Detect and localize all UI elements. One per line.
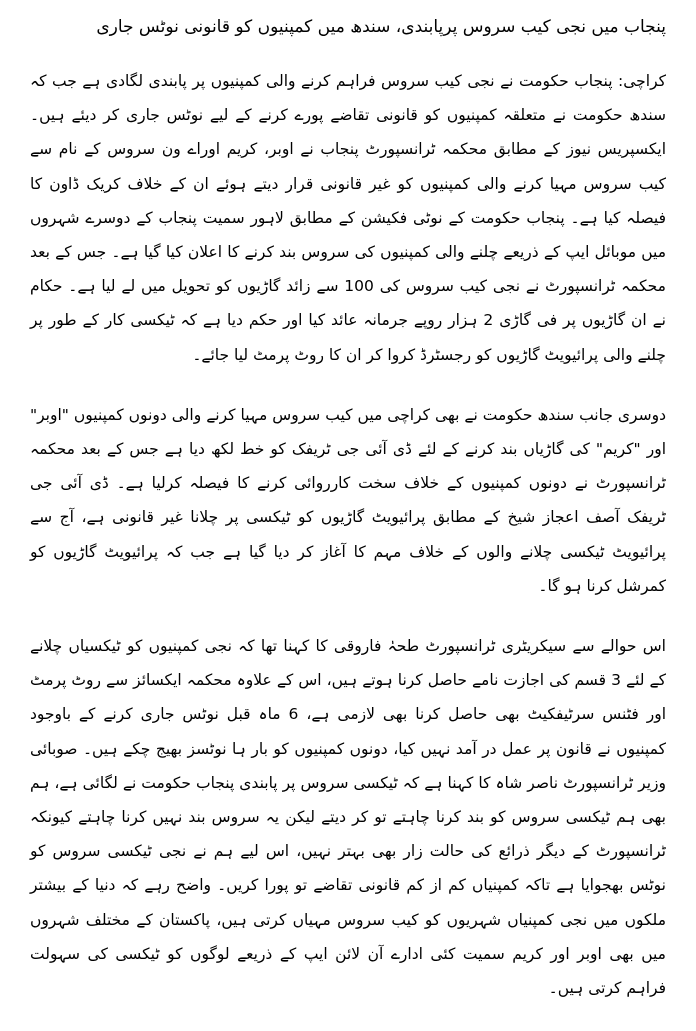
article [30, 12, 666, 1031]
article-paragraph: کراچی: پنجاب حکومت نے نجی کیب سروس فراہم کرنے والی کمپنیوں پر پابندی لگادی ہے جب کہ سندھ حکومت نے متعلقہ کمپنیوں کو قانونی تقاضے پورے کرنے کے لیے نوٹس جاری کر دیئے ہیں۔ ایکسپریس نیوز کے مطابق محکمہ ٹرانسپورٹ پنجاب نے اوبر، کریم اوراے ون سروس کے نام سے کیب سروس مہیا کرنے والی کمپنیوں کو غیر قانونی قرار دیتے ہوئے ان کے خلاف کریک ڈاون کا فیصلہ کیا ہے۔ پنجاب حکومت کے نوٹی فکیشن کے مطابق لاہور سمیت پنجاب کے دوسرے شہروں میں موبائل ایپ کے ذریعے چلنے والی کمپنیوں کی سروس بند کرنے کا اعلان کیا گیا ہے۔ جس کے بعد محکمہ ٹرانسپورٹ نے نجی کیب سروس کی 100 سے زائد گاڑیوں کو تحویل میں لے لیا ہے۔ حکام نے ان گاڑیوں پر فی گاڑی 2 ہزار روپے جرمانہ عائد کیا اور حکم دیا ہے کہ ٹیکسی کار کے طور پر چلنے والی پرائیویٹ گاڑیوں کو رجسٹرڈ کروا کر ان کا روٹ پرمٹ لیا جائے۔ [30, 72, 666, 364]
article-paragraph: اس حوالے سے سیکریٹری ٹرانسپورٹ طحہٰ فاروقی کا کہنا تھا کہ نجی کمپنیوں کو ٹیکسیاں چلانے کے لئے 3 قسم کی اجازت نامے حاصل کرنا ہوتے ہیں، اس کے علاوہ محکمہ ایکسائز سے روٹ پرمٹ اور فٹنس سرٹیفکیٹ بھی حاصل کرنا بھی لازمی ہے، 6 ماہ قبل نوٹس جاری کرنے کے باوجود کمپنیوں نے قانون پر عمل در آمد نہیں کیا، دونوں کمپنیوں کو بار ہا نوٹسز بھیج چکے ہیں۔ صوبائی وزیر ٹرانسپورٹ ناصر شاہ کا کہنا ہے کہ ٹیکسی سروس پر پابندی پنجاب حکومت نے لگائی ہے، ہم بھی ہم ٹیکسی سروس کو بند کرنا چاہتے تو کر دیتے لیکن یہ سروس بند نہیں کرنا چاہتے کیونکہ ٹرانسپورٹ کے دیگر ذرائع کی حالت زار بھی بہتر نہیں، اس لیے ہم نے نجی ٹیکسی سروس کو نوٹس بھجوایا ہے تاکہ کمپنیاں کم از کم قانونی تقاضے تو پورا کریں۔ واضح رہے کہ دنیا کے بیشتر ملکوں میں نجی کمپنیاں شہریوں کو کیب سروس مہیاں کرتی ہیں، پاکستان کے مختلف شہروں میں بھی اوبر اور کریم سمیت کئی ادارے آن لائن ایپ کے ذریعے لوگوں کو ٹیکسی کی سہولت فراہم کرتی ہیں۔ [30, 637, 666, 998]
article-headline: پنجاب میں نجی کیب سروس پرپابندی، سندھ میں کمپنیوں کو قانونی نوٹس جاری [96, 17, 666, 37]
article-paragraph: دوسری جانب سندھ حکومت نے بھی کراچی میں کیب سروس مہیا کرنے والی دونوں کمپنیوں "اوبر" اور "کریم" کی گاڑیاں بند کرنے کے لئے ڈی آئی جی ٹریفک کو خط لکھ دیا ہے جس کے بعد محکمہ ٹرانسپورٹ نے دونوں کمپنیوں کے خلاف سخت کارروائی کرنے کا فیصلہ کرلیا ہے۔ ڈی آئی جی ٹریفک آصف اعجاز شیخ کے مطابق پرائیویٹ گاڑیوں کو ٹیکسی پر چلانا غیر قانونی ہے، آج سے پرائیویٹ ٹیکسی چلانے والوں کے خلاف مہم کا آغاز کر دیا گیا ہے جب کہ پرائیویٹ گاڑیوں کو کمرشل کرنا ہو گا۔ [30, 405, 666, 595]
